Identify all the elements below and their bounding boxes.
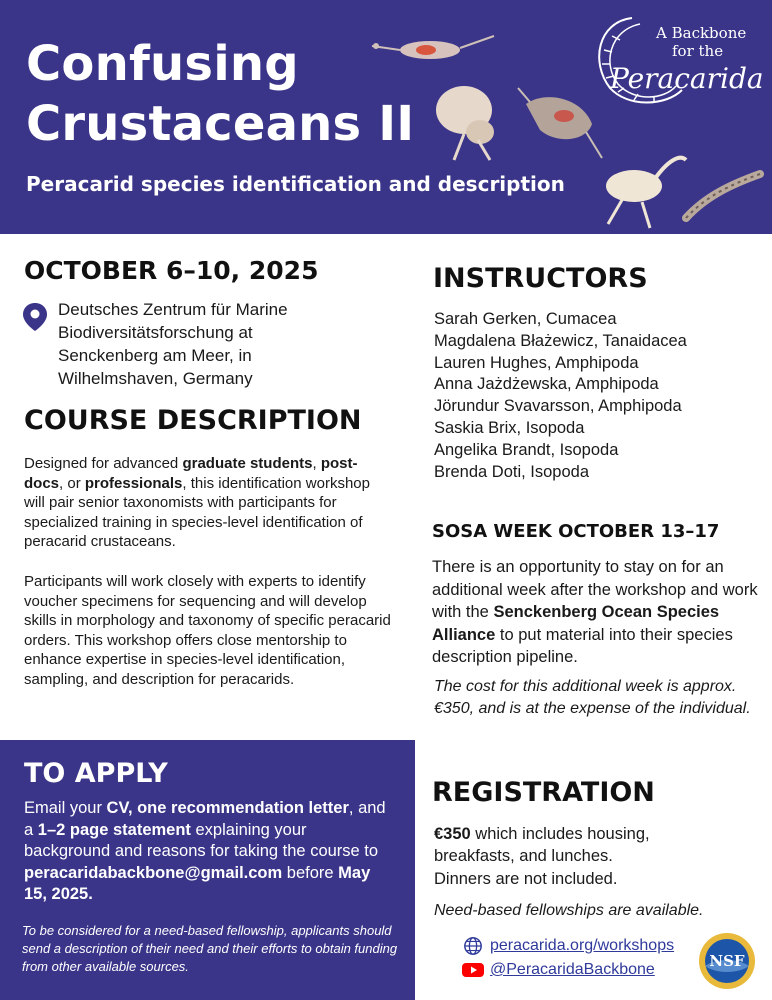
- peracarida-logo: [584, 10, 764, 110]
- apply-email[interactable]: peracaridabackbone@gmail.com: [24, 863, 283, 882]
- amphipod-image: [516, 84, 606, 164]
- location-pin-icon: [22, 302, 48, 332]
- page-title: Confusing Crustaceans II: [26, 36, 415, 152]
- apply-deadline: May 15, 2025.: [24, 863, 371, 903]
- registration-fellowship-note: Need-based fellowships are available.: [434, 902, 704, 919]
- apply-instructions: Email your CV, one recommendation letter, and a 1–2 page statement explaining your background and reasons for taking the course to peracaridabackbone@gmail.com before May 15, 2025.: [24, 799, 386, 903]
- website-link[interactable]: peracarida.org/workshops: [490, 937, 675, 954]
- header-banner: [0, 0, 772, 234]
- instructors-heading: INSTRUCTORS: [433, 263, 648, 294]
- logo-text: for the: [672, 42, 724, 60]
- instructors-list: [434, 309, 687, 483]
- list-item: Anna Jażdżewska, Amphipoda: [434, 375, 659, 394]
- page-subtitle: Peracarid species identification and description: [26, 172, 565, 196]
- cumacean-image: [424, 74, 514, 164]
- nsf-logo-text: NSF: [709, 952, 745, 970]
- registration-heading: REGISTRATION: [432, 777, 655, 808]
- youtube-link[interactable]: @PeracaridaBackbone: [490, 961, 655, 978]
- event-date: OCTOBER 6–10, 2025: [24, 256, 319, 285]
- sosa-cost-note: The cost for this additional week is approx. €350, and is at the expense of the individual.: [434, 678, 751, 717]
- course-description-heading: COURSE DESCRIPTION: [24, 405, 362, 436]
- list-item: Saskia Brix, Isopoda: [434, 418, 585, 437]
- nsf-logo: [698, 932, 756, 990]
- registration-price: €350: [434, 825, 471, 843]
- apply-section: [0, 740, 415, 1000]
- globe-icon: [462, 936, 484, 956]
- youtube-link-row: [462, 959, 655, 981]
- youtube-icon: [462, 960, 484, 980]
- registration-details: €350 which includes housing, breakfasts, and lunches. Dinners are not included.: [434, 825, 650, 888]
- fellowship-note: To be considered for a need-based fellowship, applicants should send a description of their need and their efforts to obtain funding from other available sources.: [22, 923, 398, 974]
- list-item: Magdalena Błażewicz, Tanaidacea: [434, 331, 687, 350]
- logo-wordmark: Peracarida: [610, 62, 764, 95]
- website-link-row: [462, 935, 674, 957]
- course-description-paragraph: Designed for advanced graduate students, post-docs, or professionals, this identification workshop will pair senior taxonomists with participants for specialized training in species-level identification of peracarid crustaceans.: [24, 455, 370, 551]
- list-item: Lauren Hughes, Amphipoda: [434, 353, 639, 372]
- copepod-image: [368, 28, 498, 68]
- list-item: Angelika Brandt, Isopoda: [434, 440, 619, 459]
- list-item: Jörundur Svavarsson, Amphipoda: [434, 397, 682, 416]
- list-item: Brenda Doti, Isopoda: [434, 462, 590, 481]
- list-item: Sarah Gerken, Cumacea: [434, 310, 617, 328]
- logo-text: A Backbone: [656, 24, 747, 42]
- sosa-week-heading: SOSA WEEK OCTOBER 13–17: [432, 521, 720, 542]
- sosa-description: There is an opportunity to stay on for an additional week after the workshop and work with the Senckenberg Ocean Species Alliance to put material into their species description pipeline.: [432, 558, 758, 666]
- isopod-image: [680, 166, 770, 226]
- course-description-paragraph: Participants will work closely with experts to identify voucher specimens for sequencing and will develop skills in morphology and taxonomy of specific peracarid orders. This workshop offers close mentorship to enhance expertise in species-level identification, sampling, and description for peracarids.: [24, 573, 391, 688]
- apply-heading: TO APPLY: [24, 758, 168, 789]
- event-venue: Deutsches Zentrum für Marine Biodiversitätsforschung at Senckenberg am Meer, in Wilhelmshaven, Germany: [58, 300, 288, 388]
